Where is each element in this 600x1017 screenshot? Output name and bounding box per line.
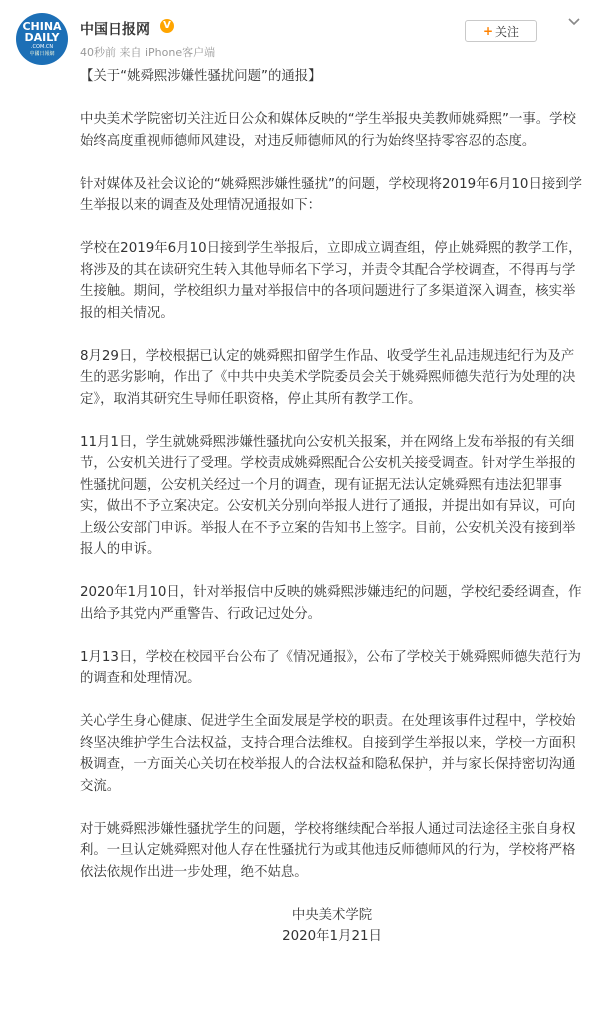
- paragraph-9: 对于姚舜熙涉嫌性骚扰学生的问题，学校将继续配合举报人通过司法途径主张自身权利。一旦认定姚舜熙对他人存在性骚扰行为或其他违反师德师风的行为，学校将严格依法依规作出进一步处理，绝不姑息。: [80, 821, 576, 880]
- paragraph-6: 2020年1月10日，针对举报信中反映的姚舜熙涉嫌违纪的问题，学校纪委经调查，作出给予其党内严重警告、行政记过处分。: [80, 585, 582, 622]
- verified-badge-icon: V: [160, 19, 174, 33]
- avatar-text-daily: DAILY: [24, 30, 60, 44]
- post-header: [0, 0, 600, 72]
- post-meta: 40秒前 来自 iPhone客户端: [80, 46, 216, 59]
- article-title: 【关于“姚舜熙涉嫌性骚扰问题”的通报】: [80, 69, 322, 84]
- sign-date: 2020年1月21日: [282, 929, 382, 944]
- paragraph-4: 8月29日，学校根据已认定的姚舜熙扣留学生作品、收受学生礼品违规违纪行为及产生的恶劣影响，作出了《中共中央美术学院委员会关于姚舜熙师德失范行为处理的决定》，取消其研究生导师任职资格，停止其所有教学工作。: [80, 348, 576, 407]
- signature: 中央美术学院: [291, 907, 373, 923]
- avatar-text-cn: 中國日報網: [29, 50, 55, 57]
- paragraph-3: 学校在2019年6月10日接到学生举报后，立即成立调查组，停止姚舜熙的教学工作，将涉及的其在读研究生转入其他导师名下学习，并责令其配合学校调查，不得再与学生接触。期间，学校组织力量对举报信中的各项问题进行了多渠道深入调查，核实举报的相关情况。: [80, 241, 582, 321]
- plus-icon: +: [482, 24, 494, 38]
- post-content: [80, 66, 584, 948]
- paragraph-5: 11月1日，学生就姚舜熙涉嫌性骚扰向公安机关报案，并在网络上发布举报的有关细节，公安机关进行了受理。学校责成姚舜熙配合公安机关接受调查。针对学生举报的性骚扰问题，公安机关经过一个月的调查，现有证据无法认定姚舜熙有违法犯罪事实，做出不予立案决定。公安机关分别向举报人进行了通报，并提出如有异议，可向上级公安部门申诉。举报人在不予立案的告知书上签字。目前，公安机关没有接到举报人的申诉。: [80, 434, 576, 557]
- follow-button[interactable]: [465, 20, 537, 42]
- paragraph-1: 中央美术学院密切关注近日公众和媒体反映的“学生举报央美教师姚舜熙”一事。学校始终高度重视师德师风建设，对违反师德师风的行为始终坚持零容忍的态度。: [80, 112, 576, 149]
- paragraph-2: 针对媒体及社会议论的“姚舜熙涉嫌性骚扰”的问题，学校现将2019年6月10日接到学生举报以来的调查及处理情况通报如下：: [80, 176, 583, 213]
- paragraph-8: 关心学生身心健康、促进学生全面发展是学校的职责。在处理该事件过程中，学校始终坚决维护学生合法权益，支持合理合法维权。自接到学生举报以来，学校一方面积极调查，一方面关心关切在校举报人的合法权益和隐私保护，并与家长保持密切沟通交流。: [80, 714, 576, 794]
- avatar-text-china: CHINA: [22, 19, 62, 33]
- avatar[interactable]: [16, 13, 68, 65]
- follow-label: 关注: [495, 24, 520, 39]
- chevron-down-icon[interactable]: [566, 14, 582, 30]
- author-name[interactable]: 中国日报网: [80, 22, 150, 38]
- paragraph-7: 1月13日，学校在校园平台公布了《情况通报》，公布了学校关于姚舜熙师德失范行为的调查和处理情况。: [80, 649, 581, 686]
- avatar-text-domain: .COM.CN: [30, 43, 54, 50]
